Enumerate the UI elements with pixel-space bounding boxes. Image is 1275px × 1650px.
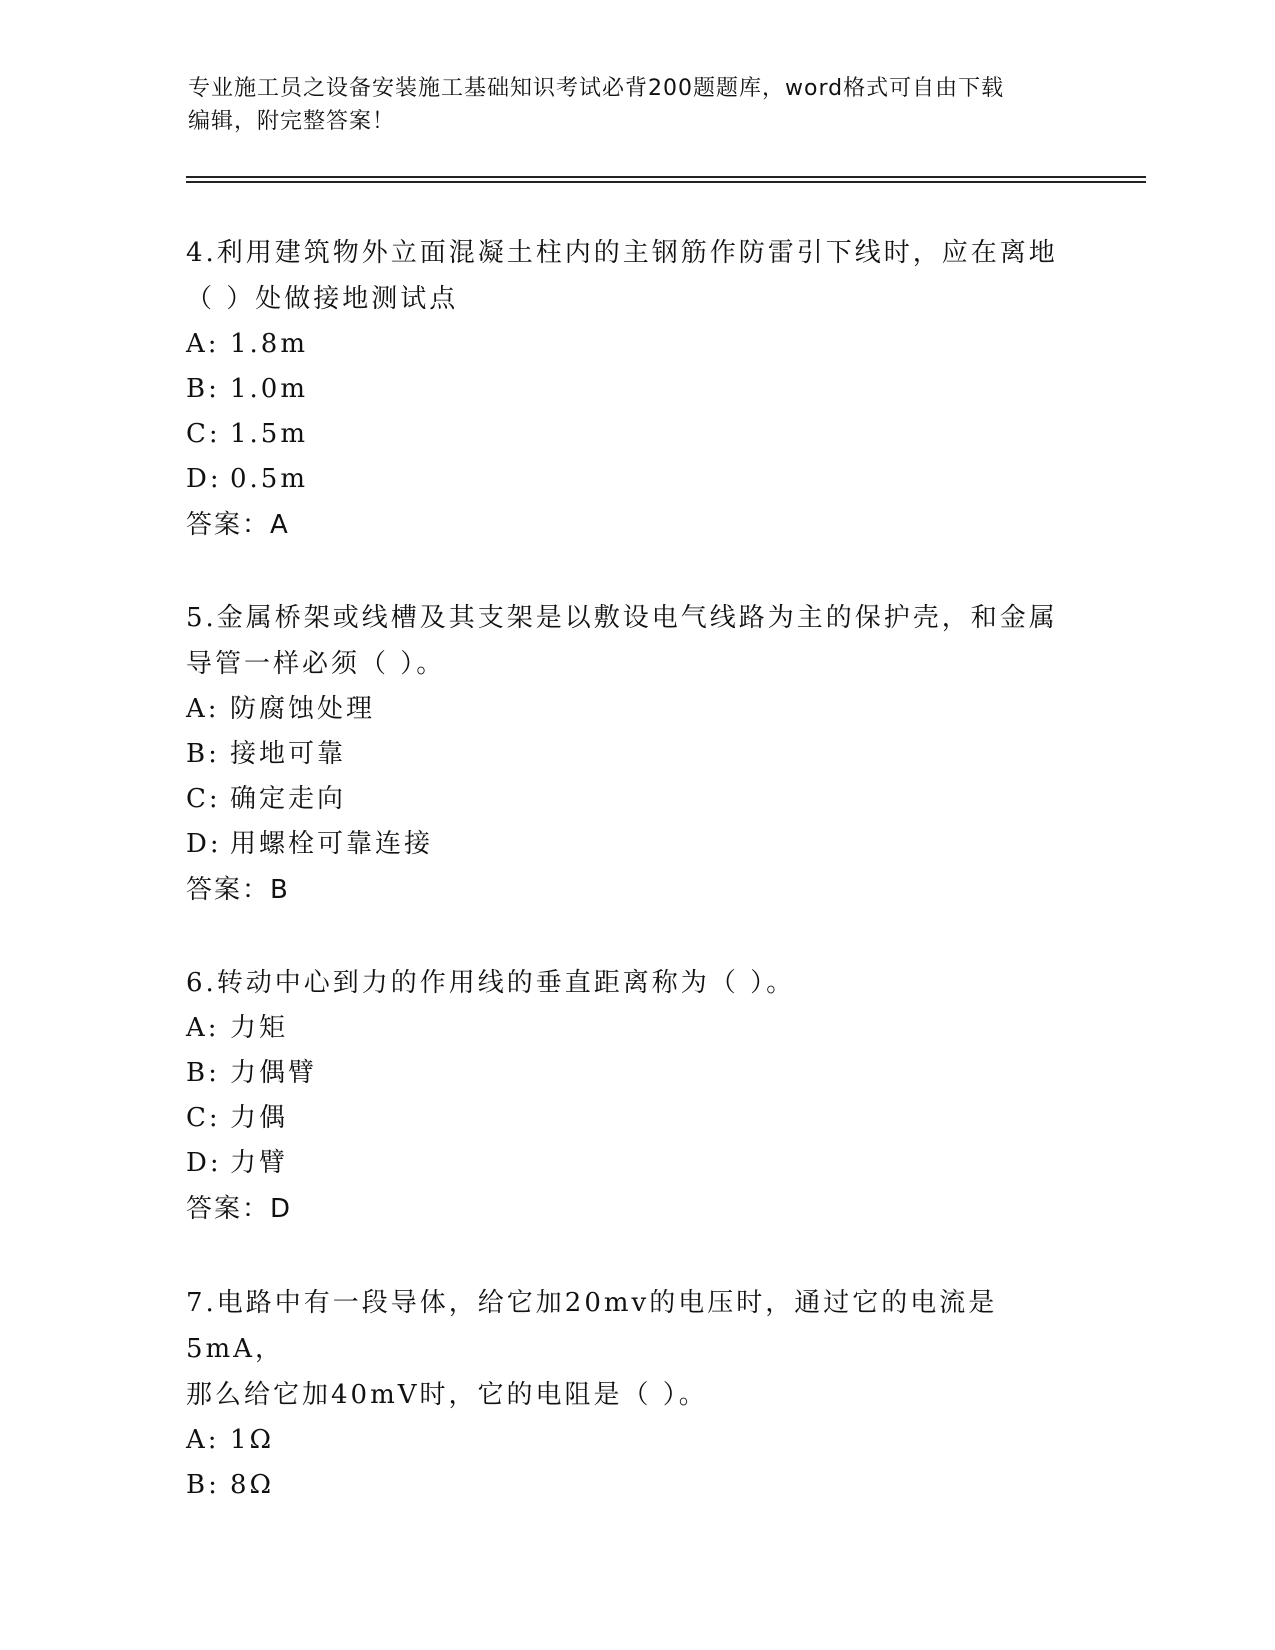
option-text: 力偶臂 xyxy=(230,1058,318,1088)
answer: 答案：A xyxy=(186,510,290,540)
question-4 xyxy=(186,230,1086,548)
option-text: 1.5m xyxy=(230,419,309,449)
option-a xyxy=(186,1418,1086,1463)
option-letter: B: xyxy=(186,739,220,769)
option-text: 力偶 xyxy=(230,1103,289,1133)
question-stem-line: 7.电路中有一段导体，给它加20mv的电压时，通过它的电流是5mA， xyxy=(186,1288,998,1364)
option-a xyxy=(186,322,1086,367)
option-d xyxy=(186,1141,1086,1186)
option-d xyxy=(186,457,1086,502)
option-text: 1.8m xyxy=(230,329,309,359)
option-c xyxy=(186,412,1086,457)
option-letter: C: xyxy=(186,419,221,449)
option-letter: D: xyxy=(186,464,222,494)
option-letter: D: xyxy=(186,829,222,859)
option-letter: A: xyxy=(186,1425,220,1455)
option-letter: A: xyxy=(186,694,220,724)
question-stem-line: 那么给它加40mV时，它的电阻是（ ）。 xyxy=(186,1380,708,1410)
option-b xyxy=(186,367,1086,412)
option-letter: C: xyxy=(186,1103,221,1133)
question-5 xyxy=(186,595,1086,913)
answer: 答案：D xyxy=(186,1194,293,1224)
option-text: 8Ω xyxy=(230,1470,275,1500)
document-header xyxy=(188,72,1068,138)
option-b xyxy=(186,1463,1086,1508)
option-letter: B: xyxy=(186,1470,220,1500)
option-text: 1.0m xyxy=(230,374,309,404)
header-divider-bottom xyxy=(186,181,1146,183)
question-stem-line: 导管一样必须（ ）。 xyxy=(186,649,446,679)
option-text: 0.5m xyxy=(230,464,309,494)
option-letter: A: xyxy=(186,329,220,359)
option-letter: A: xyxy=(186,1013,220,1043)
option-letter: D: xyxy=(186,1148,222,1178)
option-text: 确定走向 xyxy=(230,784,347,814)
option-c xyxy=(186,1096,1086,1141)
option-b xyxy=(186,732,1086,777)
question-stem-line: 4.利用建筑物外立面混凝土柱内的主钢筋作防雷引下线时，应在离地 xyxy=(186,238,1058,268)
question-7 xyxy=(186,1280,1086,1508)
option-c xyxy=(186,777,1086,822)
question-stem-line: 5.金属桥架或线槽及其支架是以敷设电气线路为主的保护壳，和金属 xyxy=(186,603,1058,633)
option-text: 用螺栓可靠连接 xyxy=(230,829,434,859)
question-6 xyxy=(186,960,1086,1232)
question-stem-line: 6.转动中心到力的作用线的垂直距离称为（ ）。 xyxy=(186,968,796,998)
option-text: 防腐蚀处理 xyxy=(230,694,376,724)
header-line-1: 专业施工员之设备安装施工基础知识考试必背200题题库，word格式可自由下载 xyxy=(188,76,1005,101)
option-d xyxy=(186,822,1086,867)
option-letter: C: xyxy=(186,784,221,814)
header-divider-top xyxy=(186,176,1146,178)
option-text: 接地可靠 xyxy=(230,739,347,769)
option-text: 1Ω xyxy=(230,1425,275,1455)
answer: 答案：B xyxy=(186,875,290,905)
header-line-2: 编辑，附完整答案！ xyxy=(188,109,396,134)
option-b xyxy=(186,1051,1086,1096)
option-a xyxy=(186,687,1086,732)
option-text: 力臂 xyxy=(230,1148,289,1178)
option-letter: B: xyxy=(186,1058,220,1088)
option-letter: B: xyxy=(186,374,220,404)
question-stem-line: （ ）处做接地测试点 xyxy=(186,284,459,314)
option-text: 力矩 xyxy=(230,1013,289,1043)
option-a xyxy=(186,1006,1086,1051)
